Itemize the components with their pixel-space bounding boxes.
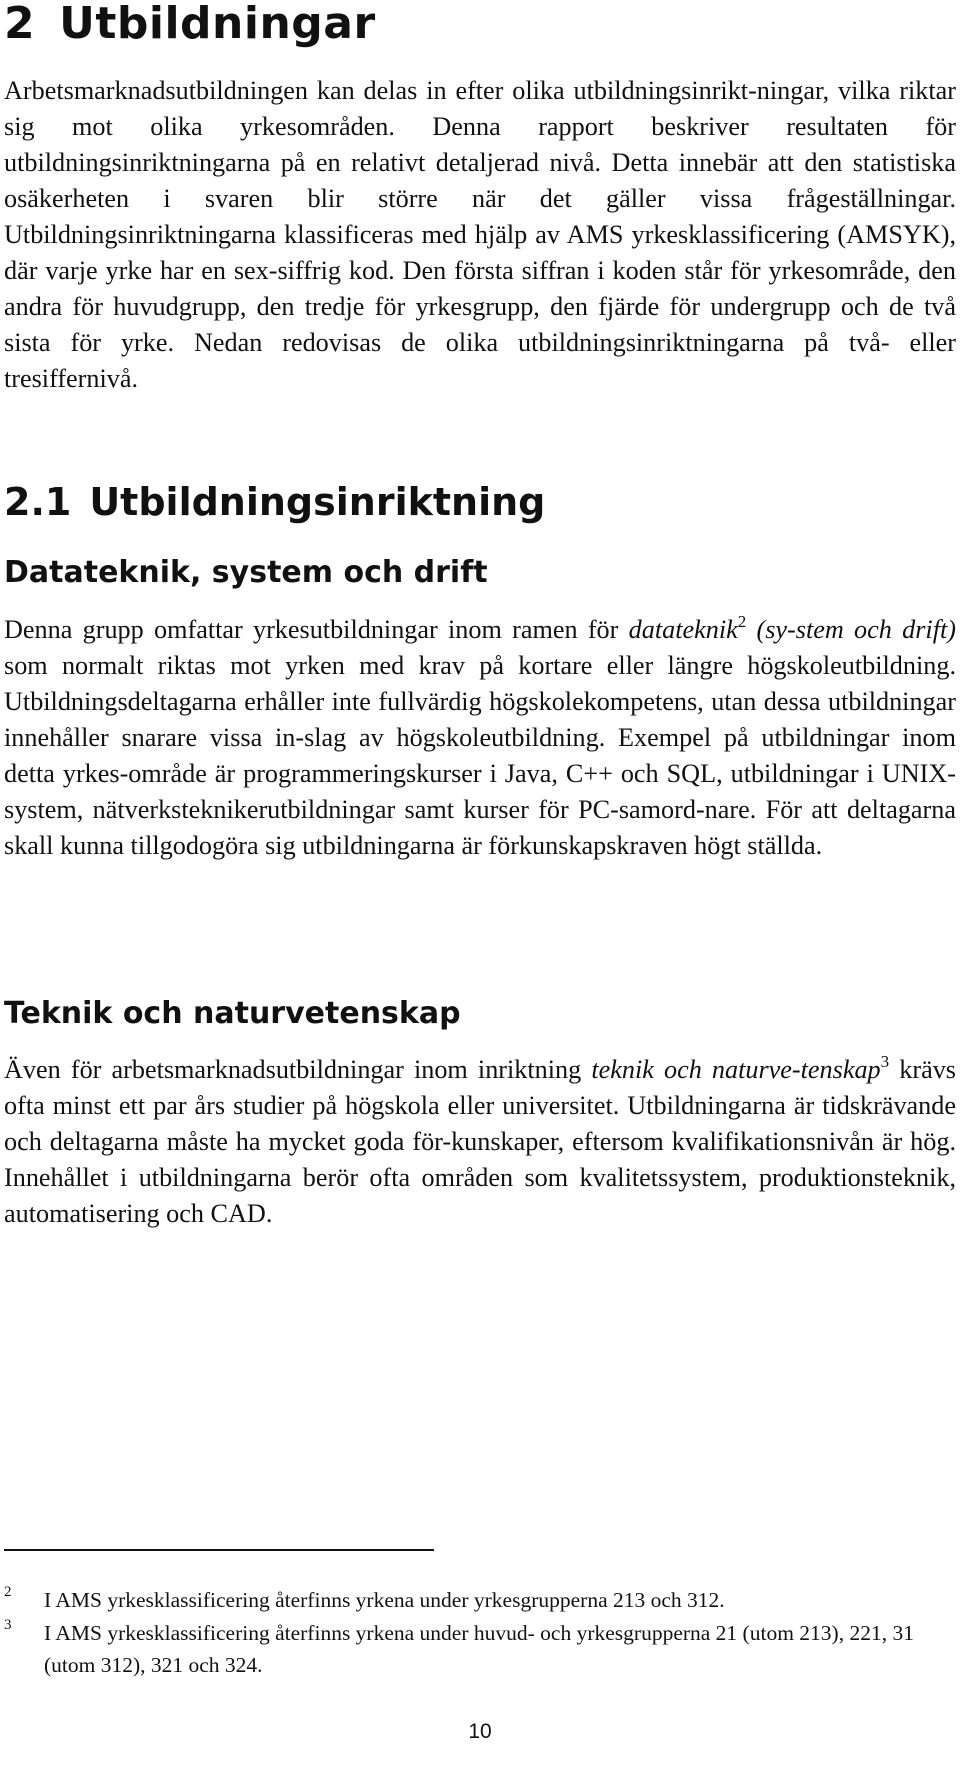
- intro-sentence-1: Arbetsmarknadsutbildningen kan delas in efter olika utbildningsinrikt-ningar, vilka riktar sig mot olika yrkesområden. Denna rapport beskriver resultaten för utbildningsinriktningarna på en relativt detaljerad nivå. Detta innebär att den statistiska osäkerheten i svaren blir större när det gäller vissa frågeställningar.: [4, 76, 956, 213]
- teknik-term: teknik och naturve-tenskap: [591, 1055, 881, 1084]
- section-title: Utbildningsinriktning: [89, 480, 546, 524]
- intro-sentence-2: Utbildningsinriktningarna klassificeras med hjälp av AMS yrkesklassificering (AMSYK), där varje yrke har en sex-siffrig kod. Den första siffran i koden står för yrkesområde, den andra för huvudgrupp, den tredje för yrkesgrupp, den fjärde för undergrupp och de två sista för yrke. Nedan redovisas de olika utbildningsinriktningarna på två- eller tresiffernivå.: [4, 220, 956, 393]
- intro-paragraph: [4, 73, 956, 397]
- teknik-paragraph: Även för arbetsmarknadsutbildningar inom inriktning teknik och naturve-tenskap$^3$ krävs ofta minst ett par års studier på högskola eller universitet. Utbildningarna är tidskrävande och deltagarna måste ha mycket goda för-kunskaper, eftersom kvalifikationsnivån är hög. Innehållet i utbildningarna berör ofta områden som kvalitetssystem, produktionsteknik, automatisering och CAD.: [4, 1052, 957, 1228]
- footnote-divider: [4, 1549, 434, 1551]
- chapter-heading: [4, 0, 376, 49]
- footnote-2: [4, 1584, 944, 1616]
- datateknik-paragraph: Denna grupp omfattar yrkesutbildningar inom ramen för datateknik$^2$ (sy-stem och drift) som normalt riktas mot yrken med krav på kortare eller längre högskoleutbildning. Utbildningsdeltagarna erhåller inte fullvärdig högskolekompetens, utan dessa utbildningar innehåller snarare vissa in-slag av högskoleutbildning. Exempel på utbildningar inom detta yrkes-område är programmeringskurser i Java, C++ och SQL, utbildningar i UNIX-system, nätverksteknikerutbildningar samt kurser för PC-samord-nare. För att deltagarna skall kunna tillgodogöra sig utbildningarna är förkunskapskraven högt ställda.: [4, 612, 956, 860]
- section-heading: [4, 480, 545, 524]
- subsection-heading-datateknik: Datateknik, system och drift: [4, 555, 488, 590]
- footnote-3: [4, 1617, 944, 1681]
- footnote-ref-3: 3: [880, 1052, 890, 1072]
- chapter-title: Utbildningar: [59, 0, 376, 49]
- footnote-ref-2: 2: [737, 612, 747, 632]
- footnote-number: 3: [4, 1617, 12, 1633]
- footnote-text: I AMS yrkesklassificering återfinns yrkena under huvud- och yrkesgrupperna 21 (utom 213), 221, 31 (utom 312), 321 och 324.: [44, 1621, 914, 1677]
- subsection-heading-teknik: Teknik och naturvetenskap: [4, 996, 461, 1031]
- section-number: 2.1: [4, 480, 72, 524]
- datateknik-term: datateknik: [628, 615, 738, 644]
- page-number: 10: [468, 1720, 492, 1743]
- footnote-number: 2: [4, 1584, 12, 1600]
- chapter-number: 2: [4, 0, 36, 49]
- footnote-text: I AMS yrkesklassificering återfinns yrkena under yrkesgrupperna 213 och 312.: [44, 1588, 725, 1612]
